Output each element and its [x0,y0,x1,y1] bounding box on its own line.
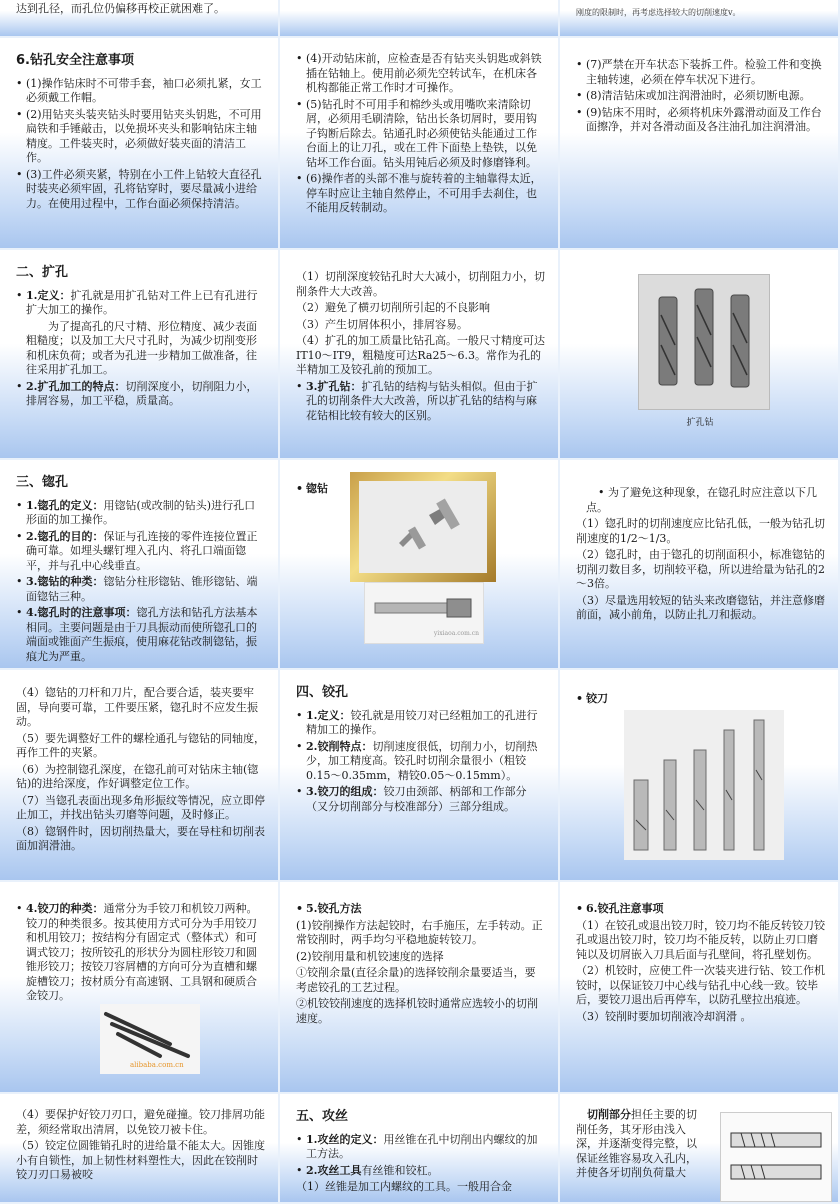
item-text: 扩孔就是用扩孔钻对工件上已有孔进行扩大加工的操作。 [26,288,258,316]
text-line: （7）当锪孔表面出现多角形振纹等情况，应立即停止加工，并找出钻头刃磨等问题，及时修正。 [16,793,265,821]
bullet-list [16,380,266,409]
section-title: 6.钻孔安全注意事项 [16,53,134,68]
tap-diagram [720,1112,832,1202]
item-text: 担任主要的切削任务，其牙形由浅入深，并逐渐变得完整，以保证丝锥容易攻入孔内，并使各牙切削负荷量大 [576,1108,697,1179]
list-item: • (2)用钻夹头装夹钻头时要用钻夹头钥匙，不可用扁铁和手锤敲击，以免损坏夹头和影响钻床主轴精度。工件装夹时，必须做好装夹面的清洁工作。 [26,108,266,166]
text-line: （6）为控制锪孔深度，在锪孔前可对钻床主轴(锪钻)的进给深度，作好调整定位工作。 [16,762,259,790]
bullet-list [296,1133,546,1179]
framed-countersink-photo [350,472,496,582]
cell-r0-c1 [280,0,560,38]
item-text: 铰刀由颈部、柄部和工作部分（又分切削部分与校准部分）三部分组成。 [306,785,527,813]
text-line: ②机铰铰削速度的选择机铰时通常应选较小的切削速度。 [296,997,538,1025]
cell-reaming-notes [560,882,840,1094]
item-label: 2.扩孔加工的特点： [26,379,126,393]
list-item [26,575,266,604]
cell-drilling-safety-3 [560,38,840,250]
bullet-list [16,289,266,318]
item-label: 2.铰削特点： [306,739,373,753]
list-item: • 为了避免这种现象，在锪孔时应注意以下几点。 [586,486,826,515]
list-item: • 锪钻 [306,482,546,497]
item-label: 1.锪孔的定义： [26,498,104,512]
bullet-list [16,499,266,665]
text-line: （5）要先调整好工件的螺栓通孔与锪钻的同轴度，再作工件的夹紧。 [16,731,265,759]
bullet-list [296,709,546,815]
item-label: 3.铰刀的组成： [306,785,384,798]
text-line: 刚度的限制时，再考虑选择较大的切削速度v。 [576,8,741,17]
list-item: • (3)工件必须夹紧，特别在小工件上钻较大直径孔时装夹必须牢固，孔将钻穿时，要尽量减小进给力。在使用过程中，工作台面必须保持清洁。 [26,168,266,212]
item-text: 用锪钻(或改制的钻头)进行孔口形面的加工操作。 [26,498,256,526]
text-line: （3）铰削时要加切削液冷却润滑 。 [576,1009,752,1023]
text-line: 达到孔径，而孔位仍偏移再校正就困难了。 [16,2,225,15]
list-item [26,530,266,574]
cell-reamer-photo [560,670,840,882]
item-label: 1.攻丝的定义： [306,1132,384,1146]
cell-reamer-types [0,882,280,1094]
bullet-list [576,58,826,135]
text-line: （1）在铰孔或退出铰刀时，铰刀均不能反转铰刀铰孔或退出铰刀时，铰刀均不能反转，以防止刃口磨钝以及切屑嵌入刀具后面与孔壁间，将孔壁划伤。 [576,918,825,961]
list-item: • 5.铰孔方法 [306,902,546,917]
cell-drilling-safety-1 [0,38,280,250]
list-item: • (9)钻床不用时，必须将机床外露滑动面及工作台面擦净，并对各滑动面及各注油孔加注润滑油。 [586,106,826,135]
list-item [26,499,266,528]
text-line: (2)铰削用量和机铰速度的选择 [296,949,444,963]
list-item: • (8)清洁钻床或加注润滑油时，必须切断电源。 [586,89,826,104]
item-text: 保证与孔连接的零件连接位置正确可靠。如埋头螺钉埋入孔内、将孔口端面锪平，并与孔中心线垂直。 [26,529,258,572]
text-line: （4）要保护好铰刀刃口，避免碰撞。铰刀排屑功能差，须经常取出清屑，以免铰刀被卡住。 [16,1108,265,1136]
text-line: （1）切削深度较钻孔时大大减小，切削阻力小，切削条件大大改善。 [296,270,545,298]
cell-r0-c0 [0,0,280,38]
list-item [306,740,546,784]
list-item [26,380,266,409]
cell-r0-c2 [560,0,840,38]
item-label: 1.定义： [306,708,351,722]
item-label: 3.锪钻的种类： [26,575,104,588]
text-line: (1)铰削操作方法起铰时，右手施压，左手转动。正常铰削时，两手均匀平稳地旋转铰刀。 [296,918,543,946]
text-line [576,1108,706,1181]
text-line: （4）锪钻的刀杆和刀片，配合要合适，装夹要牢固，导向要可靠，工件要压紧，锪孔时不应发生振动。 [16,686,258,728]
bullet-list [576,486,826,515]
reamer-photo [624,710,784,860]
text-line: （3）产生切屑体积小，排屑容易。 [296,317,468,331]
cell-countersink-notes [560,460,840,670]
item-text: 扩孔钻的结构与钻头相似。但由于扩孔的切削条件大大改善，所以扩孔钻的结构与麻花钻相比较有较大的区别。 [306,379,538,422]
item-text: 锪钻分柱形锪钻、锥形锪钻、端面锪钻三种。 [26,575,258,603]
item-label: 4.铰刀的种类： [26,902,104,915]
list-item [306,1133,546,1162]
cell-reaming-features [280,250,560,460]
text-line: （4）扩孔的加工质量比钻孔高。一般尺寸精度可达IT10～IT9，粗糙度可达Ra25～6.3。常作为孔的半精加工及铰孔前的预加工。 [296,334,545,376]
list-item: • 6.铰孔注意事项 [586,902,826,917]
text-line: （2）锪孔时，由于锪孔的切削面积小，标准锪钻的切削刃数目多，切削较平稳，所以进给量为钻孔的2～3倍。 [576,548,825,590]
item-text: 切削深度小，切削阻力小，排屑容易，加工平稳，质量高。 [26,379,258,407]
countersink-tool-image [365,583,483,633]
cell-drilling-safety-2 [280,38,560,250]
text-line: （2）机铰时，应使工件一次装夹进行钻、铰工作机铰时，以保证铰刀中心线与钻孔中心线一致。铰毕后，要铰刀退出后再停车，以防孔壁拉出痕迹。 [576,964,825,1006]
cell-countersink-photos [280,460,560,670]
countersink-bits-image [359,481,487,573]
text-line: （2）避免了横刃切削所引起的不良影响 [296,301,490,314]
cell-hinge-reaming-intro [280,670,560,882]
list-item [26,902,266,1004]
bullet-list [296,52,546,216]
drill-bits-image [639,275,769,409]
reaming-drill-photo [638,274,770,410]
photo-watermark: alibaba.com.cn [130,1060,184,1069]
section-title: 四、铰孔 [296,685,349,700]
bullet-list [296,902,546,917]
paragraph: 为了提高孔的尺寸精、形位精度、减少表面粗糙度；以及加工大尺寸孔时，为减少切削变形和机床负荷；或者为孔进一步精加工做准备，往往采用扩孔加工。 [26,319,257,376]
text-line: （1）锪孔时的切削速度应比钻孔低，一般为钻孔切削速度的1/2～1/3。 [576,517,825,545]
list-item: • (1)操作钻床时不可带手套，袖口必须扎紧，女工必须戴工作帽。 [26,77,266,106]
reamers-image [624,710,784,860]
photo-caption: 扩孔钻 [686,418,714,428]
item-label: 2.锪孔的目的： [26,529,104,543]
text-line: （5）铰定位圆锥销孔时的进给量不能太大。因锥度小有自锁性，加上韧性材料塑性大，因此在铰削时铰刀刃口易被咬 [16,1139,265,1181]
list-item [26,289,266,318]
countersink-tool-photo [364,582,484,644]
hand-reamer-photo [100,1004,200,1074]
bullet-list [16,77,266,212]
list-item [306,785,546,814]
bullet-list [16,902,266,1004]
section-title: 五、攻丝 [296,1109,349,1124]
list-item: • (4)开动钻床前，应检查是否有钻夹头钥匙或斜铁插在钻轴上。使用前必须先空转试车，在机床各机构都能正常工作时才可操作。 [306,52,546,96]
list-item [306,709,546,738]
list-item [306,380,546,424]
cell-reaming-method [280,882,560,1094]
item-label: 4.锪孔时的注意事项： [26,606,137,619]
hand-reamers-image [100,1004,200,1064]
cell-countersink-intro [0,460,280,670]
text-line: （3）尽量选用较短的钻头来改磨锪钻，并注意修磨前面，减小前角，以防止扎刀和振动。 [576,593,825,621]
section-title: 二、扩孔 [16,265,69,280]
cell-reaming-intro [0,250,280,460]
text-line: （1）丝锥是加工内螺纹的工具。一般用合金 [296,1180,512,1193]
bullet-list [576,692,826,707]
text-line: （8）锪钢件时，因切削热量大，要在导柱和切削表面加润滑油。 [16,824,265,852]
section-title: 三、锪孔 [16,475,69,490]
item-text: 锪孔方法和钻孔方法基本相同。主要问题是由于刀具振动而使所锪孔口的端面或锥面产生振痕，使用麻花钻改制锪钻，振痕尤为严重。 [26,606,258,663]
item-text: 通常分为手铰刀和机铰刀两种。铰刀的种类很多。按其使用方式可分为手用铰刀和机用铰刀；按结构分有固定式（整体式）和可调式铰刀；按所铰孔的形状分为圆柱形铰刀和圆锥形铰刀；按铰刀容屑槽的方向可分为直槽和螺旋槽铰刀；按材质分有高速钢、工具钢和硬质合金铰刀。 [26,902,258,1002]
list-item [26,606,266,664]
item-text: 铰孔就是用铰刀对已经粗加工的孔进行精加工的操作。 [306,708,538,736]
bullet-list [576,902,826,917]
text-line: ①铰削余量(直径余量)的选择铰削余量要适当，要考虑铰孔的工艺过程。 [296,966,536,994]
item-label: 3.扩孔钻： [306,379,362,393]
list-item: • (7)严禁在开车状态下装拆工件。检验工件和变换主轴转速，必须在停车状况下进行。 [586,58,826,87]
item-text: 切削速度很低，切削力小，切削热少，加工精度高。铰孔时切削余量很小（粗铰0.15～0.35mm，精铰0.05～0.15mm）。 [306,739,538,782]
list-item: • 铰刀 [586,692,826,707]
item-label: 2.攻丝工具 [306,1163,362,1177]
item-label: 1.定义： [26,288,71,302]
item-label: 切削部分 [587,1108,631,1121]
bullet-list [296,380,546,424]
list-item [306,1164,546,1179]
list-item: • (6)操作者的头部不准与旋转着的主轴靠得太近，停车时应让主轴自然停止，不可用手去刹住，也不能用反转制动。 [306,172,546,216]
cell-countersink-notes-2 [0,670,280,882]
photo-watermark: yixiaoa.com.cn [433,629,479,637]
cell-reaming-drill-photo [560,250,840,460]
item-text: 有丝锥和铰杠。 [361,1163,439,1177]
item-text: 用丝锥在孔中切削出内螺纹的加工方法。 [306,1132,538,1160]
list-item: • (5)钻孔时不可用手和棉纱头或用嘴吹来清除切屑，必须用毛刷清除，钻出长条切屑时，要用钩子钩断后除去。钻通孔时必须使钻头能通过工作台面上的让刀孔，或在工件下面垫上垫铁，以免钻坏工作台面。钻头用钝后必须及时修磨锋利。 [306,98,546,171]
